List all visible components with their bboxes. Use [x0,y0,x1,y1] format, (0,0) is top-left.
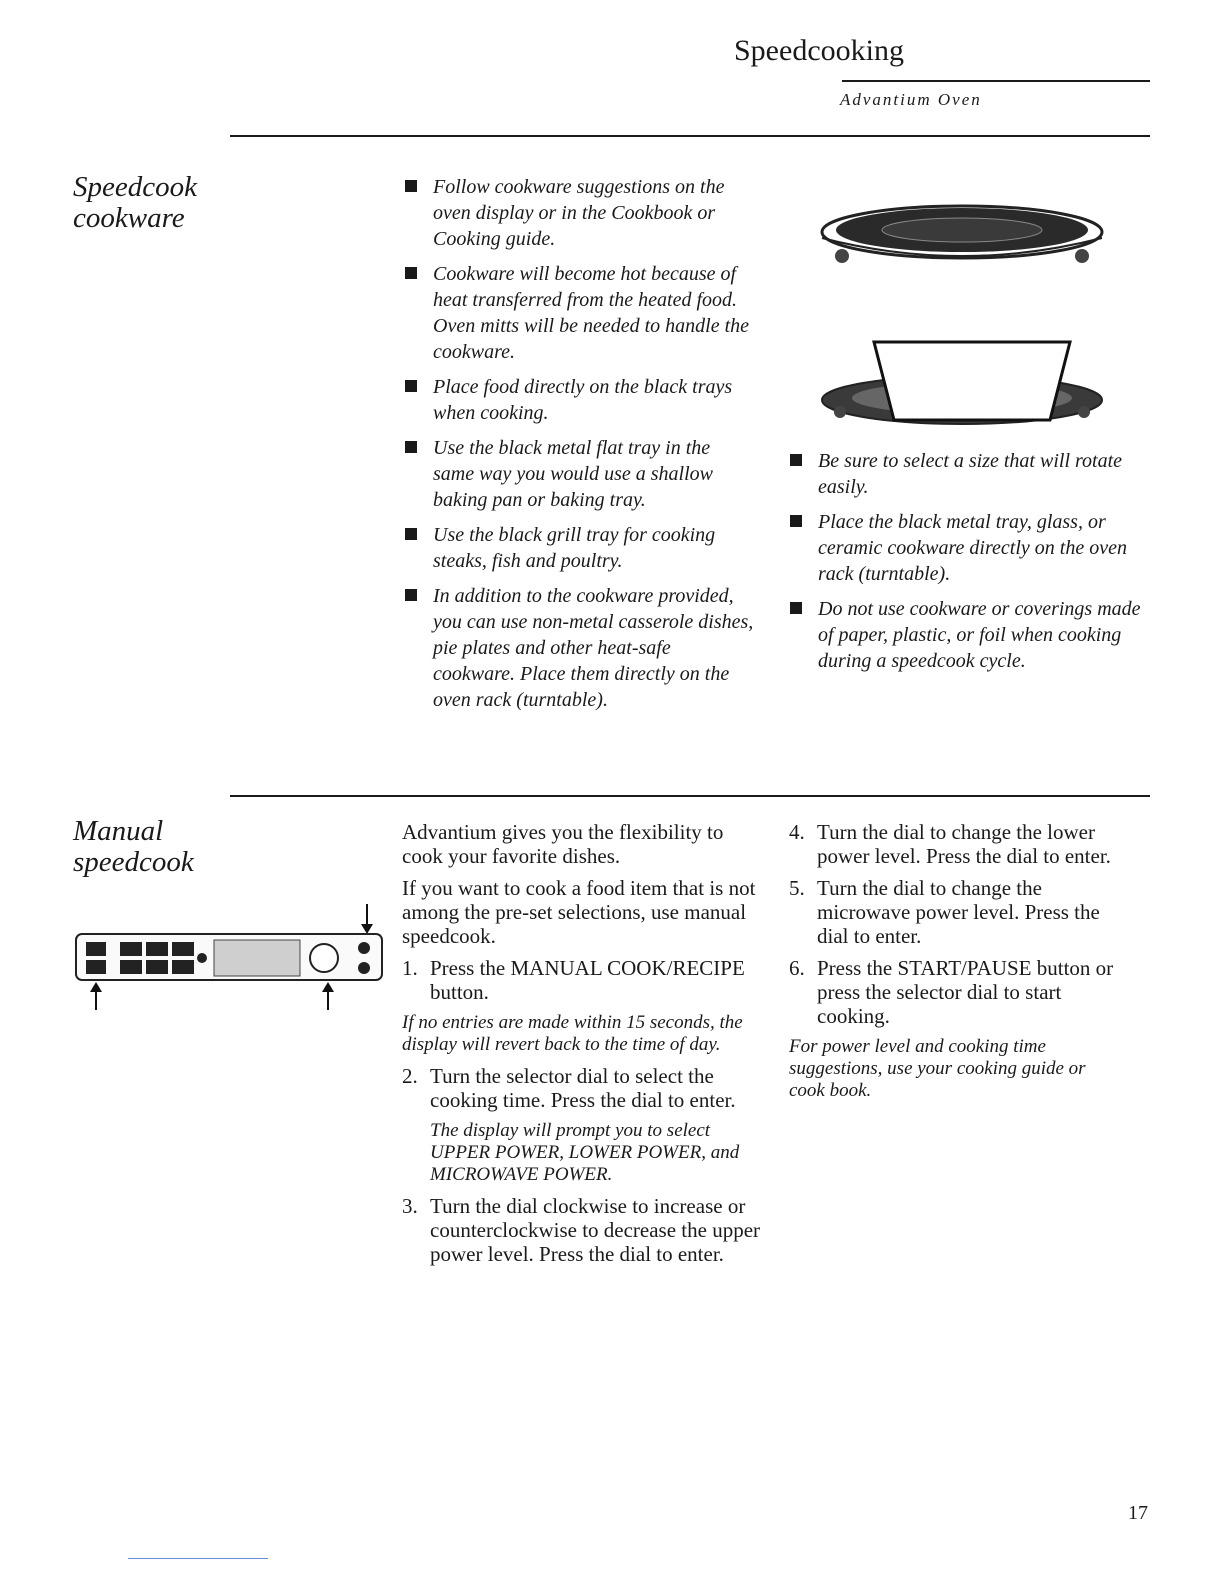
step-number: 4. [789,820,805,844]
footer-link-underline [128,1558,268,1559]
step-item [789,956,1119,1028]
step-number: 5. [789,876,805,900]
step-number: 1. [402,956,418,980]
manual-left-column [402,820,767,1274]
page-header-title: Speedcooking [734,34,904,67]
step-item [402,956,767,1004]
list-item: Be sure to select a size that will rotate easily. [790,448,1150,500]
step-text: Turn the dial to change the microwave power level. Press the dial to enter. [817,876,1100,948]
section-divider-middle [230,795,1150,797]
bullet-square-icon [790,454,802,466]
heading-line: Manual [73,815,164,847]
casserole-dish-illustration [812,332,1112,432]
step-text: Turn the selector dial to select the cooking time. Press the dial to enter. [430,1064,736,1112]
intro-paragraph: Advantium gives you the flexibility to cook your favorite dishes. [402,820,724,868]
list-item: In addition to the cookware provided, you can use non-metal casserole dishes, pie plates and other heat-safe cookware. Place them directly on the oven rack (turntable). [405,583,755,713]
step-item [402,1194,767,1266]
step-text: Turn the dial to change the lower power level. Press the dial to enter. [817,820,1111,868]
step-text: Turn the dial clockwise to increase or counterclockwise to decrease the upper power level. Press the dial to enter. [430,1194,761,1266]
step-number: 3. [402,1194,418,1218]
cookware-bullet-list [405,174,755,722]
section-heading-cookware [73,172,197,234]
step-item [789,820,1119,868]
heading-line: cookware [73,202,185,234]
bullet-square-icon [405,267,417,279]
list-item: Place the black metal tray, glass, or ceramic cookware directly on the oven rack (turntable). [790,509,1150,587]
section-divider-top [230,135,1150,137]
note-text: The display will prompt you to select UPPER POWER, LOWER POWER, and MICROWAVE POWER. [430,1120,740,1185]
control-panel-illustration [72,902,390,1012]
intro-paragraph: If you want to cook a food item that is not among the pre-set selections, use manual speedcook. [402,876,756,948]
bullet-square-icon [405,380,417,392]
bullet-square-icon [405,180,417,192]
list-item: Use the black metal flat tray in the same way you would use a shallow baking pan or baking tray. [405,435,755,513]
step-number: 6. [789,956,805,980]
header-rule [842,80,1150,82]
bullet-square-icon [790,515,802,527]
page-number: 17 [1128,1502,1148,1524]
step-item [789,876,1119,948]
step-number: 2. [402,1064,418,1088]
cookware-right-bullet-list [790,448,1150,683]
bullet-square-icon [405,441,417,453]
turntable-tray-illustration [812,190,1112,280]
list-item: Place food directly on the black trays when cooking. [405,374,755,426]
list-item: Cookware will become hot because of heat transferred from the heated food. Oven mitts will be needed to handle the cookware. [405,261,755,365]
bullet-square-icon [405,589,417,601]
list-item: Follow cookware suggestions on the oven display or in the Cookbook or Cooking guide. [405,174,755,252]
bullet-square-icon [405,528,417,540]
manual-right-column [789,820,1119,1110]
step-text: Press the MANUAL COOK/RECIPE button. [430,956,745,1004]
note-text: For power level and cooking time suggestions, use your cooking guide or cook book. [789,1036,1086,1101]
list-item: Do not use cookware or coverings made of paper, plastic, or foil when cooking during a speedcook cycle. [790,596,1150,674]
bullet-square-icon [790,602,802,614]
page-header-subtitle: Advantium Oven [840,90,982,109]
heading-line: Speedcook [73,171,197,203]
section-heading-manual [73,816,194,878]
step-text: Press the START/PAUSE button or press the selector dial to start cooking. [817,956,1114,1028]
note-text: If no entries are made within 15 seconds, the display will revert back to the time of day. [402,1012,743,1055]
list-item: Use the black grill tray for cooking steaks, fish and poultry. [405,522,755,574]
heading-line: speedcook [73,846,194,878]
step-item [402,1064,767,1112]
